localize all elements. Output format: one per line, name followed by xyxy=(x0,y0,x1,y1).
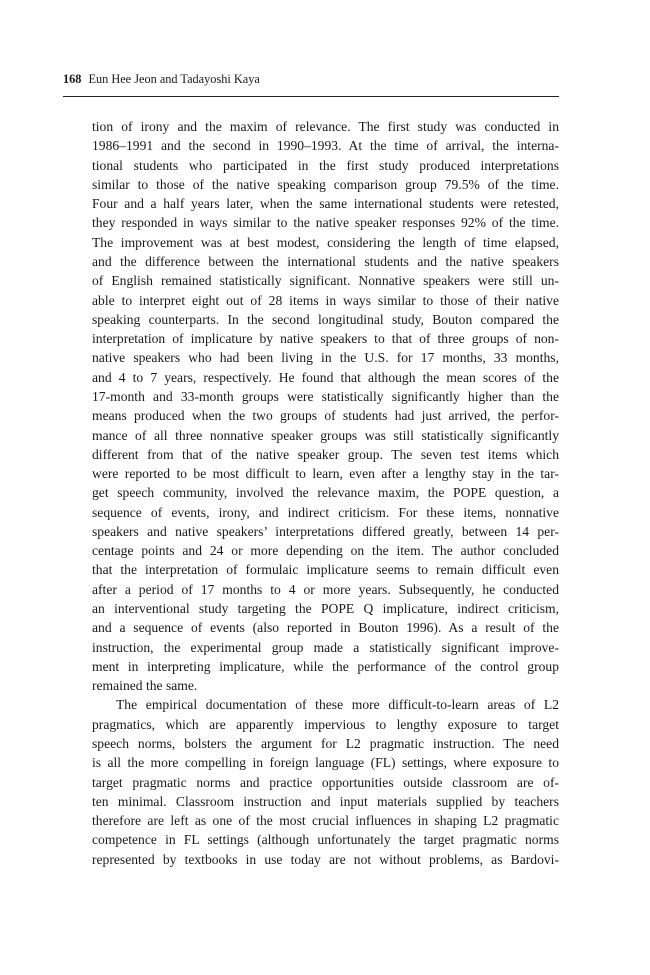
text-line: speaking counterparts. In the second longitudinal study, Bouton compared the xyxy=(92,311,559,327)
text-line: ment in interpreting implicature, while the performance of the control group xyxy=(92,658,559,674)
text-line: speech norms, bolsters the argument for L2 pragmatic instruction. The need xyxy=(92,736,559,751)
text-line: similar to those of the native speaking comparison group 79.5% of the time. xyxy=(92,176,559,192)
text-line: interpretation of implicature by native speakers to that of three groups of non- xyxy=(92,331,559,347)
text-line: target pragmatic norms and practice opportunities outside classroom are of- xyxy=(92,774,559,790)
text-line: sequence of events, irony, and indirect criticism. For these items, nonnative xyxy=(92,504,559,520)
text-line: and a sequence of events (also reported in Bouton 1996). As a result of the xyxy=(92,620,559,636)
text-line: and the difference between the international students and the native speakers xyxy=(92,253,559,269)
text-line: they responded in ways similar to the native speaker responses 92% of the time. xyxy=(92,215,559,231)
text-line: an interventional study targeting the POPE Q implicature, indirect criticism, xyxy=(92,601,559,617)
text-line: and 4 to 7 years, respectively. He found that although the mean scores of the xyxy=(92,369,559,385)
text-line: Four and a half years later, when the same international students were retested, xyxy=(92,196,559,212)
text-line: get speech community, involved the relevance maxim, the POPE question, a xyxy=(92,485,559,501)
header-rule xyxy=(63,96,559,97)
text-line: The empirical documentation of these more difficult-to-learn areas of L2 xyxy=(116,697,559,713)
text-line: centage points and 24 or more depending on the item. The author concluded xyxy=(92,543,559,559)
text-line: competence in FL settings (although unfortunately the target pragmatic norms xyxy=(92,832,559,848)
text-line: is all the more compelling in foreign language (FL) settings, where exposure to xyxy=(92,755,559,771)
text-line: pragmatics, which are apparently impervious to lengthy exposure to target xyxy=(92,716,559,732)
paragraph-1 xyxy=(92,117,559,695)
text-line: different from that of the native speaker group. The seven test items which xyxy=(92,446,559,462)
body-text xyxy=(92,117,559,869)
text-line: remained the same. xyxy=(92,678,198,694)
text-line: mance of all three nonnative speaker groups was still statistically significantly xyxy=(92,427,559,443)
text-line: instruction, the experimental group made a statistically significant improve- xyxy=(92,639,559,655)
paragraph-2 xyxy=(92,695,559,869)
page-number: 168 xyxy=(63,72,82,86)
text-line: tion of irony and the maxim of relevance. The first study was conducted in xyxy=(92,119,559,134)
text-line: 17-month and 33-month groups were statistically significantly higher than the xyxy=(92,388,559,404)
running-head xyxy=(63,70,559,88)
text-line: 1986–1991 and the second in 1990–1993. At the time of arrival, the interna- xyxy=(92,138,559,154)
text-line: The improvement was at best modest, considering the length of time elapsed, xyxy=(92,234,559,250)
text-line: that the interpretation of formulaic implicature seems to remain difficult even xyxy=(92,562,559,578)
text-line: therefore are left as one of the most crucial influences in shaping L2 pragmatic xyxy=(92,813,559,829)
text-line: represented by textbooks in use today are not without problems, as Bardovi- xyxy=(92,851,559,867)
text-line: tional students who participated in the first study produced interpretations xyxy=(92,157,559,173)
text-line: were reported to be most difficult to learn, even after a lengthy stay in the tar- xyxy=(92,466,559,482)
text-line: ten minimal. Classroom instruction and input materials supplied by teachers xyxy=(92,793,559,809)
text-line: means produced when the two groups of students had just arrived, the perfor- xyxy=(92,408,559,424)
text-line: of English remained statistically significant. Nonnative speakers were still un- xyxy=(92,273,559,289)
text-line: native speakers who had been living in the U.S. for 17 months, 33 months, xyxy=(92,350,559,366)
text-line: speakers and native speakers’ interpretations differed greatly, between 14 per- xyxy=(92,523,559,539)
text-line: able to interpret eight out of 28 items in ways similar to those of their native xyxy=(92,292,559,308)
text-line: after a period of 17 months to 4 or more years. Subsequently, he conducted xyxy=(92,581,559,597)
running-head-authors: Eun Hee Jeon and Tadayoshi Kaya xyxy=(88,72,260,86)
